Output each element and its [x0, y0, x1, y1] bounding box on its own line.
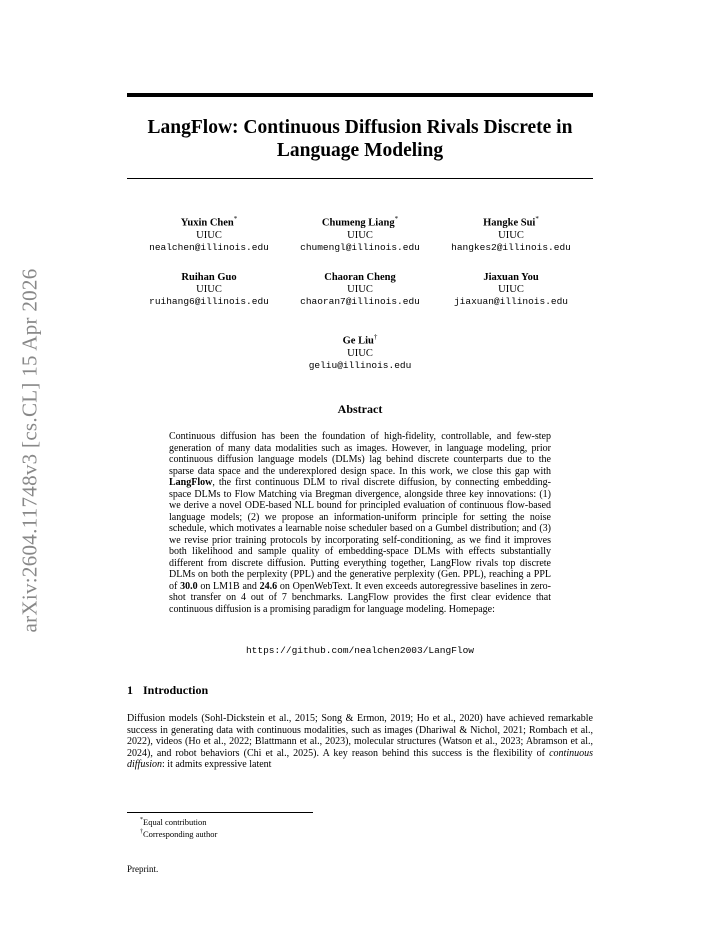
author-block: [280, 331, 440, 372]
paper-title: [127, 116, 593, 162]
author-name: Chaoran Cheng: [324, 272, 396, 283]
arxiv-stamp: [6, 250, 54, 650]
author-email[interactable]: chaoran7@illinois.edu: [300, 296, 420, 307]
author-block: [431, 272, 591, 308]
author-block: [280, 213, 440, 254]
author-email[interactable]: chumengl@illinois.edu: [300, 241, 420, 253]
author-block: [129, 213, 289, 254]
title-rule-top: [127, 93, 593, 97]
author-affiliation: UIUC: [347, 284, 373, 295]
homepage-link[interactable]: https://github.com/nealchen2003/LangFlow: [245, 645, 475, 656]
footnote-rule: [127, 812, 313, 813]
footnote: *Equal contribution: [140, 816, 207, 827]
author-name: Ruihan Guo: [181, 272, 237, 283]
author-block: [431, 213, 591, 254]
author-name: Chumeng Liang*: [321, 215, 399, 229]
arxiv-stamp-text: arXiv:2604.11748v3 [cs.CL] 15 Apr 2026: [17, 267, 42, 633]
author-affiliation: UIUC: [196, 284, 222, 295]
author-affiliation: UIUC: [498, 229, 524, 241]
abstract-heading: Abstract: [337, 402, 383, 416]
section-number: 1: [127, 683, 133, 697]
abstract-body: Continuous diffusion has been the foundation of high-fidelity, controllable, and few-step generation of many data modalities such as images. However, in language modeling, prior continuous diffusion language models (DLMs) lag behind discrete counterparts due to the sparse data space and the underexplored design space. In this work, we close this gap with LangFlow, the first continuous DLM to rival discrete diffusion, by connecting embedding-space DLMs to Flow Matching via Bregman divergence, alongside three key innovations: (1) we derive a novel ODE-based NLL bound for principled evaluation of continuous flow-based language models; (2) we propose an information-uniform principle for setting the noise schedule, which motivates a learnable noise scheduler based on a Gumbel distribution; and (3) we revise prior training protocols by incorporating self-conditioning, as we find it improves both likelihood and sample quality of embedding-space DLMs with effects substantially different from discrete diffusion. Putting everything together, LangFlow rivals top discrete DLMs on both the perplexity (PPL) and the generative perplexity (Gen. PPL), reaching a PPL of 30.0 on LM1B and 24.6 on OpenWebText. It even exceeds autoregressive baselines in zero-shot transfer on 4 out of 7 benchmarks. LangFlow provides the first clear evidence that continuous diffusion is a promising paradigm for language modeling. Homepage:: [169, 431, 551, 615]
author-block: [280, 272, 440, 308]
author-email[interactable]: geliu@illinois.edu: [308, 359, 412, 371]
preprint-label: Preprint.: [127, 864, 159, 874]
author-email[interactable]: hangkes2@illinois.edu: [451, 241, 571, 253]
author-affiliation: UIUC: [498, 284, 524, 295]
author-block: [129, 272, 289, 308]
author-affiliation: UIUC: [347, 347, 373, 359]
title-line-2: Language Modeling: [276, 140, 444, 161]
title-line-1: LangFlow: Continuous Diffusion Rivals Discrete in: [147, 117, 573, 138]
section-title: Introduction: [143, 683, 209, 697]
section-heading: [127, 683, 208, 698]
title-rule-bottom: [127, 178, 593, 179]
author-name: Yuxin Chen*: [180, 215, 238, 229]
author-email[interactable]: ruihang6@illinois.edu: [149, 296, 269, 307]
author-name: Ge Liu†: [342, 333, 378, 347]
author-email[interactable]: jiaxuan@illinois.edu: [453, 296, 569, 307]
author-email[interactable]: nealchen@illinois.edu: [149, 241, 269, 253]
author-name: Hangke Sui*: [483, 215, 539, 229]
author-affiliation: UIUC: [347, 229, 373, 241]
footnote: †Corresponding author: [140, 828, 218, 839]
intro-paragraph: Diffusion models (Sohl-Dickstein et al., 2015; Song & Ermon, 2019; Ho et al., 2020) have achieved remarkable success in generating data with continuous modalities, such as images (Dhariwal & Nichol, 2021; Rombach et al., 2022), videos (Ho et al., 2022; Blattmann et al., 2023), molecular structures (Watson et al., 2023; Abramson et al., 2024), and robot behaviors (Chi et al., 2025). A key reason behind this success is the flexibility of continuous diffusion: it admits expressive latent: [127, 713, 593, 770]
author-name: Jiaxuan You: [483, 272, 539, 283]
author-affiliation: UIUC: [196, 229, 222, 241]
